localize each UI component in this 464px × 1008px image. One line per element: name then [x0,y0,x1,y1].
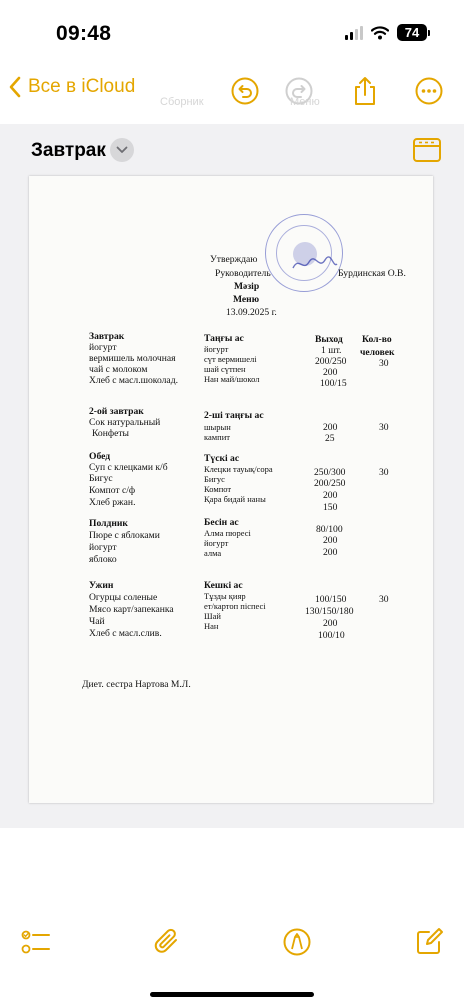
share-icon [352,76,378,106]
menu-item-kz: Шай [204,611,221,621]
approve-line-1: Утверждаю [210,254,258,265]
menu-item-kz: сүт вермишелі [204,354,257,364]
signature-line: Диет. сестра Нартова М.Л. [82,679,191,690]
menu-item-kz: ет/картоп піспесі [204,601,266,611]
output-value: 200 [323,547,338,558]
output-value: 200/250 [314,478,346,489]
markup-button[interactable] [281,926,313,958]
menu-item-ru: Суп с клецками к/б [89,462,168,473]
section-title-kz: 2-ші таңғы ас [204,410,264,421]
approver-name: Бурдинская О.В. [338,268,406,279]
compose-button[interactable] [413,926,445,958]
output-value: 130/150/180 [305,606,354,617]
menu-item-ru: Пюре с яблоками [89,530,160,541]
menu-item-ru: яблоко [89,554,117,565]
menu-item-ru: Мясо карт/запеканка [89,604,174,615]
attachment-header [0,124,464,176]
section-title-ru: Завтрак [89,331,125,342]
menu-item-kz: алма [204,548,222,558]
menu-item-ru: Хлеб ржан. [89,497,136,508]
undo-button[interactable] [229,75,261,107]
menu-item-ru: Хлеб с масл.шоколад. [89,375,178,386]
output-value: 200 [323,422,338,433]
checklist-icon [21,928,51,956]
approve-line-2: Руководитель [215,268,271,279]
menu-date: 13.09.2025 г. [226,307,277,318]
official-stamp [265,214,343,292]
people-count: 30 [379,422,389,433]
output-value: 100/10 [318,630,345,641]
signature [291,254,339,274]
menu-item-kz: Алма пюресі [204,528,251,538]
document-view-button[interactable] [412,136,442,164]
output-value: 100/15 [320,378,347,389]
battery-level: 74 [397,24,427,41]
menu-title-ru: Меню [233,294,260,305]
compose-icon [414,927,444,957]
column-count-header: Кол-во [362,334,392,345]
chevron-down-icon [116,146,128,154]
column-output-header: Выход [315,334,343,345]
menu-item-kz: Тұзды қияр [204,591,246,601]
section-title-ru: 2-ой завтрак [89,406,144,417]
note-title: Завтрак [31,140,106,161]
output-unit: 1 шт. [321,345,342,356]
output-value: 200 [323,490,338,501]
menu-item-ru: Чай [89,616,105,627]
menu-item-kz: Қара бидай наны [204,494,266,504]
battery-icon [397,24,430,41]
document-view-icon [412,137,442,163]
section-title-kz: Бесін ас [204,517,239,528]
people-count: 30 [379,594,389,605]
output-value: 200/250 [315,356,347,367]
output-value: 25 [325,433,335,444]
output-value: 200 [323,535,338,546]
output-value: 200 [323,618,338,629]
output-value: 200 [323,367,338,378]
back-label: Все в iCloud [28,76,136,97]
menu-item-ru: йогурт [89,342,117,353]
faded-caption-left: Сборник [160,96,204,108]
section-title-ru: Полдник [89,518,128,529]
menu-item-ru: йогурт [89,542,117,553]
menu-item-kz: шай сүтпен [204,364,246,374]
people-count: 30 [379,467,389,478]
wifi-icon [371,26,389,40]
scanned-menu-page[interactable] [29,176,433,803]
menu-item-ru: Бигус [89,473,113,484]
more-icon [414,76,444,106]
output-value: 100/150 [315,594,347,605]
home-indicator[interactable] [150,992,314,997]
bottom-toolbar [0,910,464,974]
share-button[interactable] [349,75,381,107]
menu-item-kz: йогурт [204,344,229,354]
menu-item-kz: йогурт [204,538,229,548]
output-value: 150 [323,502,338,513]
navigation-bar [0,62,464,118]
section-title-kz: Түскі ас [204,453,240,464]
attachment-button[interactable] [151,926,183,958]
section-title-ru: Ужин [89,580,114,591]
menu-item-kz: шырын [204,422,231,432]
paperclip-icon [152,927,182,957]
more-button[interactable] [413,75,445,107]
section-title-kz: Таңғы ас [204,333,244,344]
undo-icon [230,76,260,106]
section-title-ru: Обед [89,451,111,462]
column-people-header: человек [360,347,395,358]
menu-item-kz: Нан май/шокол [204,374,260,384]
menu-item-kz: Клецки тауық/сора [204,464,273,474]
status-time: 09:48 [56,22,112,45]
output-value: 80/100 [316,524,343,535]
menu-item-ru: вермишель молочная [89,353,176,364]
section-title-kz: Кешкі ас [204,580,243,591]
menu-item-ru: Огурцы соленые [89,592,158,603]
markup-pen-icon [282,927,312,957]
menu-item-ru: Компот с/ф [89,485,136,496]
people-count: 30 [379,358,389,369]
status-icons [345,24,430,41]
menu-title-kz: Мәзір [234,281,260,292]
status-bar [0,0,464,62]
menu-item-ru: Хлеб с масл.слив. [89,628,162,639]
signal-icon [345,26,363,40]
menu-item-kz: кампит [204,432,230,442]
menu-item-ru: чай с молоком [89,364,148,375]
menu-item-kz: Нан [204,621,219,631]
menu-item-kz: Компот [204,484,232,494]
title-dropdown-button[interactable] [110,138,134,162]
back-button[interactable] [8,75,135,99]
menu-item-ru: Конфеты [92,428,129,439]
chevron-left-icon [8,75,22,99]
checklist-button[interactable] [20,926,52,958]
menu-item-ru: Сок натуральный [89,417,161,428]
menu-item-kz: Бигус [204,474,225,484]
faded-caption-right: Меню [290,96,320,108]
output-value: 250/300 [314,467,346,478]
